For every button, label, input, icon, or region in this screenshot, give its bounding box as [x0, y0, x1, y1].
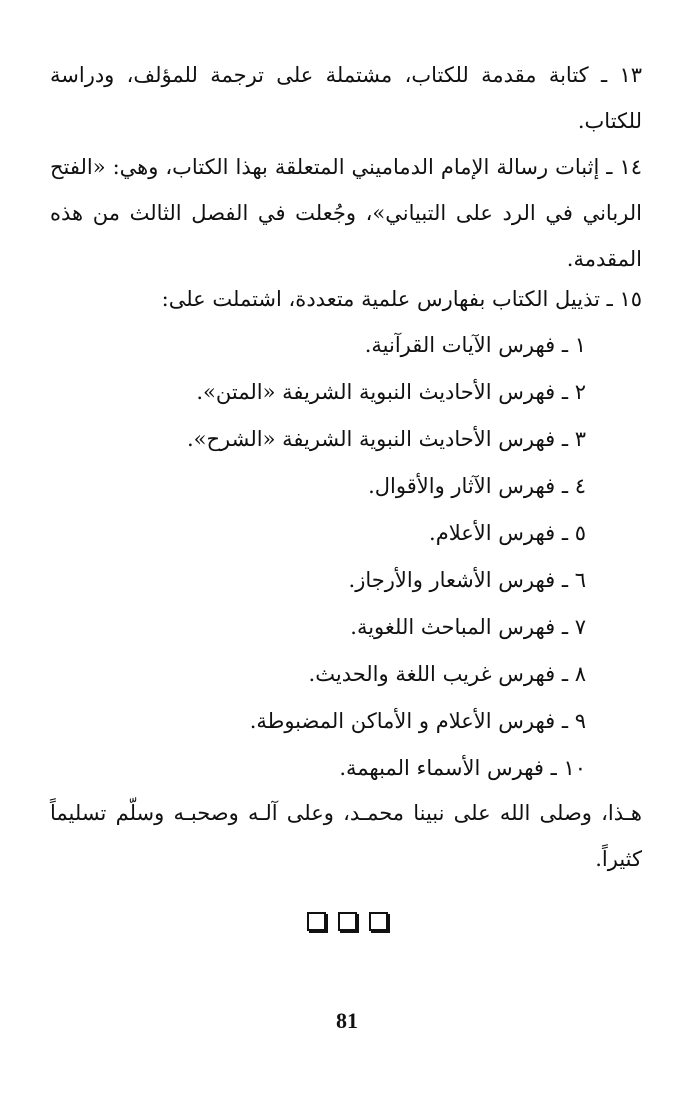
ornament-box-icon	[369, 912, 388, 931]
page-number: 81	[336, 1008, 358, 1033]
paragraph-13: ١٣ ـ كتابة مقدمة للكتاب، مشتملة على ترجمة للمؤلف، ودراسة للكتاب.	[50, 63, 642, 133]
list-item: ١٠ ـ فهرس الأسماء المبهمة.	[339, 756, 586, 780]
list-item: ١ ـ فهرس الآيات القرآنية.	[364, 333, 586, 357]
ornament-box-icon	[338, 912, 357, 931]
list-item: ٩ ـ فهرس الأعلام و الأماكن المضبوطة.	[249, 709, 586, 733]
closing-paragraph: هـذا، وصلى الله على نبينا محمـد، وعلى آلـه وصحبـه وسلّم تسليماً كثيراً.	[50, 801, 642, 871]
paragraph-15: ١٥ ـ تذييل الكتاب بفهارس علمية متعددة، اشتملت على:	[161, 287, 642, 311]
ornament-box-icon	[307, 912, 326, 931]
list-item: ٤ ـ فهرس الآثار والأقوال.	[368, 474, 586, 498]
list-item: ٦ ـ فهرس الأشعار والأرجاز.	[348, 568, 586, 592]
list-item: ٨ ـ فهرس غريب اللغة والحديث.	[308, 662, 586, 686]
list-item: ٢ ـ فهرس الأحاديث النبوية الشريفة «المتن».	[196, 380, 586, 404]
section-ornament	[0, 912, 694, 931]
indexes-list	[50, 322, 642, 792]
paragraph-14: ١٤ ـ إثبات رسالة الإمام الدماميني المتعلقة بهذا الكتاب، وهي: «الفتح الرباني في الرد على التبياني»، وجُعلت في الفصل الثالث من هذه المقدمة.	[50, 155, 642, 271]
list-item: ٣ ـ فهرس الأحاديث النبوية الشريفة «الشرح».	[186, 427, 586, 451]
list-item: ٧ ـ فهرس المباحث اللغوية.	[350, 615, 586, 639]
list-item: ٥ ـ فهرس الأعلام.	[429, 521, 586, 545]
